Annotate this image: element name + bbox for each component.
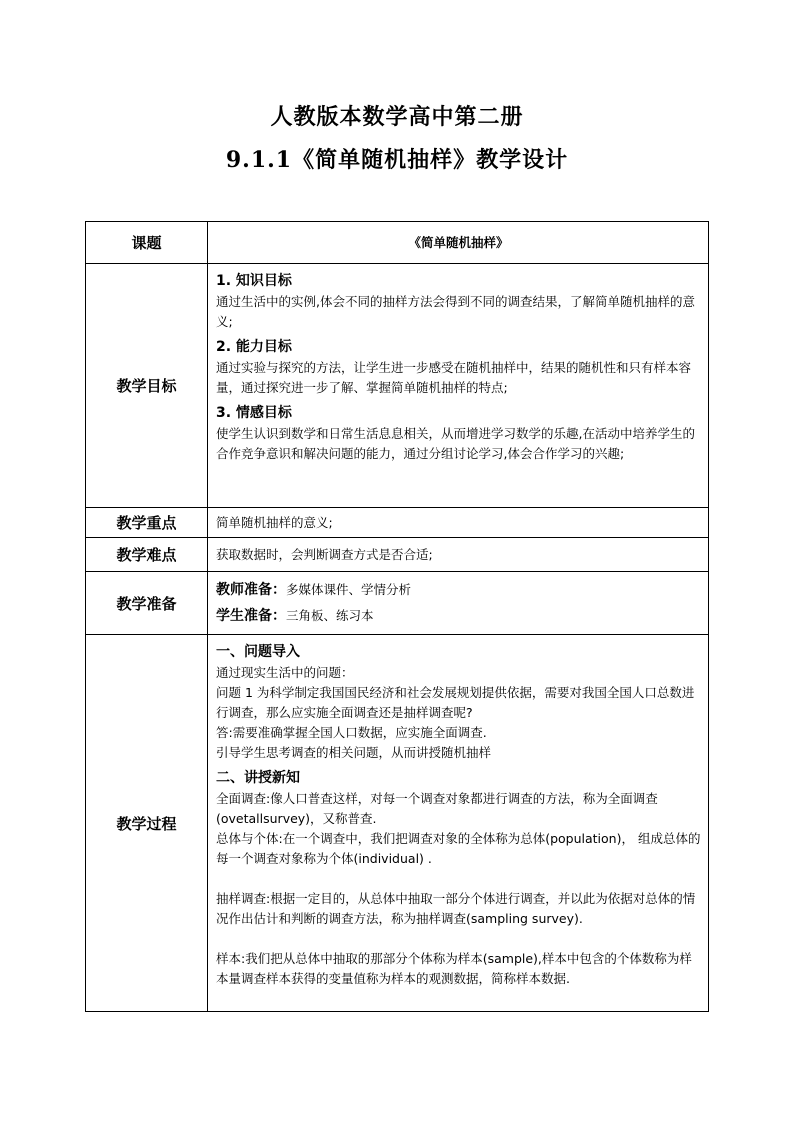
value-preparation: [208, 572, 709, 635]
process-para-census: 全面调查:像人口普查这样，对每一个调查对象都进行调查的方法，称为全面调查(ovetallsurvey)，又称普查.: [216, 791, 658, 826]
value-difficulties: 获取数据时，会判断调查方式是否合适;: [208, 538, 709, 572]
label-process: 教学过程: [86, 635, 208, 1012]
label-preparation: 教学准备: [86, 572, 208, 635]
label-key-points: 教学重点: [86, 508, 208, 538]
row-topic: [86, 222, 709, 264]
student-preparation-label: 学生准备：: [216, 608, 286, 624]
process-heading-new-knowledge: 二、讲授新知: [216, 770, 300, 786]
objective-heading-ability: 2. 能力目标: [216, 339, 292, 355]
document-subtitle: 9.1.1《简单随机抽样》教学设计: [225, 147, 569, 173]
document-title: 人教版本数学高中第二册: [270, 104, 524, 130]
row-preparation: [86, 572, 709, 635]
row-process: [86, 635, 709, 1012]
objective-heading-emotion: 3. 情感目标: [216, 405, 292, 421]
row-difficulties: [86, 538, 709, 572]
value-objectives: [208, 264, 709, 508]
spacer: [216, 929, 701, 949]
objective-text-knowledge: 通过生活中的实例,体会不同的抽样方法会得到不同的调查结果，了解简单随机抽样的意义;: [216, 294, 695, 329]
student-preparation-value: 三角板、练习本: [286, 608, 374, 623]
label-objectives: 教学目标: [86, 264, 208, 508]
label-topic: 课题: [86, 222, 208, 264]
objective-text-emotion: 使学生认识到数学和日常生活息息相关，从而增进学习数学的乐趣,在活动中培养学生的合作竞争意识和解决问题的能力，通过分组讨论学习,体会合作学习的兴趣;: [216, 426, 695, 461]
process-intro-line: 问题 1 为科学制定我国国民经济和社会发展规划提供依据，需要对我国全国人口总数进行调查，那么应实施全面调查还是抽样调查呢?: [216, 685, 695, 720]
teacher-preparation: [216, 580, 701, 600]
process-para-sample: 样本:我们把从总体中抽取的那部分个体称为样本(sample),样本中包含的个体数称为样本量调查样本获得的变量值称为样本的观测数据，简称样本数据.: [216, 951, 692, 986]
process-intro-line: 通过现实生活中的问题：: [216, 665, 354, 680]
spacer: [216, 869, 701, 889]
teacher-preparation-label: 教师准备：: [216, 582, 286, 598]
row-key-points: [86, 508, 709, 538]
objective-text-ability: 通过实验与探究的方法，让学生进一步感受在随机抽样中，结果的随机性和只有样本容量，通过探究进一步了解、掌握简单随机抽样的特点;: [216, 360, 692, 395]
student-preparation: [216, 606, 701, 626]
objective-heading-knowledge: 1. 知识目标: [216, 273, 292, 289]
lesson-plan-table: [85, 221, 709, 1012]
process-heading-intro: 一、问题导入: [216, 644, 300, 660]
value-topic: 《简单随机抽样》: [208, 222, 709, 264]
value-process: [208, 635, 709, 1012]
process-intro-line: 引导学生思考调查的相关问题，从而讲授随机抽样: [216, 745, 492, 760]
process-para-sampling: 抽样调查:根据一定目的，从总体中抽取一部分个体进行调查，并以此为依据对总体的情况作出估计和判断的调查方法，称为抽样调查(sampling survey).: [216, 891, 696, 926]
teacher-preparation-value: 多媒体课件、学情分析: [286, 582, 412, 597]
row-objectives: [86, 264, 709, 508]
process-para-population: 总体与个体:在一个调查中，我们把调查对象的全体称为总体(population)， 组成总体的每一个调查对象称为个体(individual) .: [216, 831, 701, 866]
process-intro-line: 答:需要准确掌握全国人口数据，应实施全面调查.: [216, 725, 487, 740]
label-difficulties: 教学难点: [86, 538, 208, 572]
value-key-points: 简单随机抽样的意义;: [208, 508, 709, 538]
